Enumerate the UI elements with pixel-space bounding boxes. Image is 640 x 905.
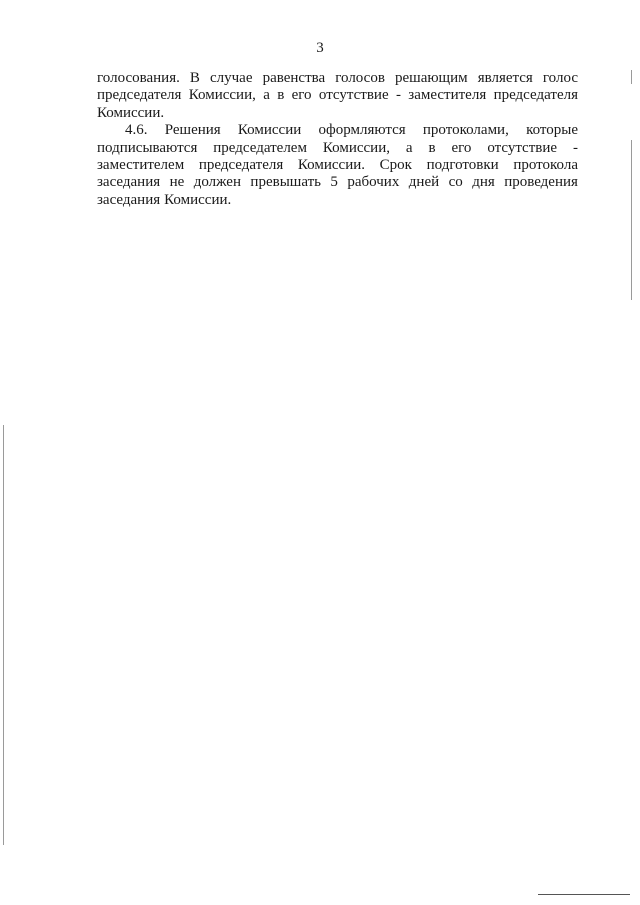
word: Срок xyxy=(379,157,412,174)
word: дней xyxy=(408,174,440,191)
word: протокола xyxy=(513,157,578,174)
word: в xyxy=(428,139,436,156)
text-line xyxy=(97,70,578,87)
word: которые xyxy=(526,122,578,139)
word: Комиссии, xyxy=(322,139,390,156)
word: Комиссии. xyxy=(164,191,232,208)
word: председателя xyxy=(198,157,284,174)
word: подписываются xyxy=(97,139,198,156)
word: Комиссии. xyxy=(97,104,165,121)
scan-edge-mark xyxy=(631,70,632,84)
word: Решения xyxy=(164,122,221,139)
word: заседания xyxy=(97,191,161,208)
word: голос xyxy=(542,70,578,86)
word: а xyxy=(263,87,270,104)
word: решающим xyxy=(394,70,468,86)
word: не xyxy=(169,174,185,191)
word: председателем xyxy=(213,139,307,156)
word: В xyxy=(189,70,200,86)
text-line xyxy=(97,174,578,191)
word: председателя xyxy=(493,87,578,104)
word: отсутствие xyxy=(487,139,558,156)
word: отсутствие xyxy=(318,87,389,104)
document-body xyxy=(97,70,578,209)
paragraph-4-6 xyxy=(97,122,578,209)
word: - xyxy=(572,139,578,156)
text-line xyxy=(97,157,578,174)
text-line xyxy=(97,192,578,209)
word: со xyxy=(448,174,463,191)
word: проведения xyxy=(504,174,578,191)
paragraph-voting xyxy=(97,70,578,122)
word: подготовки xyxy=(426,157,499,174)
scan-edge-mark xyxy=(3,425,4,845)
word: является xyxy=(477,70,533,86)
word: заместителя xyxy=(408,87,487,104)
text-line xyxy=(97,105,578,122)
word: Комиссии, xyxy=(188,87,256,104)
word: голосования. xyxy=(97,70,180,86)
word: а xyxy=(405,139,413,156)
word: оформляются xyxy=(318,122,406,139)
word: - xyxy=(395,87,401,104)
word: заседания xyxy=(97,174,161,191)
text-line xyxy=(97,140,578,157)
page-number: 3 xyxy=(316,40,324,56)
word: 5 xyxy=(330,174,338,191)
word: дня xyxy=(472,174,495,191)
word: председателя xyxy=(97,87,182,104)
scan-edge-mark xyxy=(631,140,632,300)
word: 4.6. xyxy=(125,122,148,139)
text-line xyxy=(97,87,578,104)
word: в xyxy=(277,87,285,104)
word: рабочих xyxy=(347,174,400,191)
word: Комиссии xyxy=(237,122,302,139)
word: равенства xyxy=(262,70,326,86)
word: Комиссии. xyxy=(297,157,366,174)
word: голосов xyxy=(335,70,385,86)
word: протоколами, xyxy=(422,122,509,139)
word: его xyxy=(291,87,312,104)
word: должен xyxy=(193,174,241,191)
text-line xyxy=(97,122,578,139)
footer-rule xyxy=(538,894,630,895)
word: превышать xyxy=(250,174,321,191)
word: случае xyxy=(210,70,253,86)
word: его xyxy=(451,139,472,156)
word: заместителем xyxy=(97,157,185,174)
